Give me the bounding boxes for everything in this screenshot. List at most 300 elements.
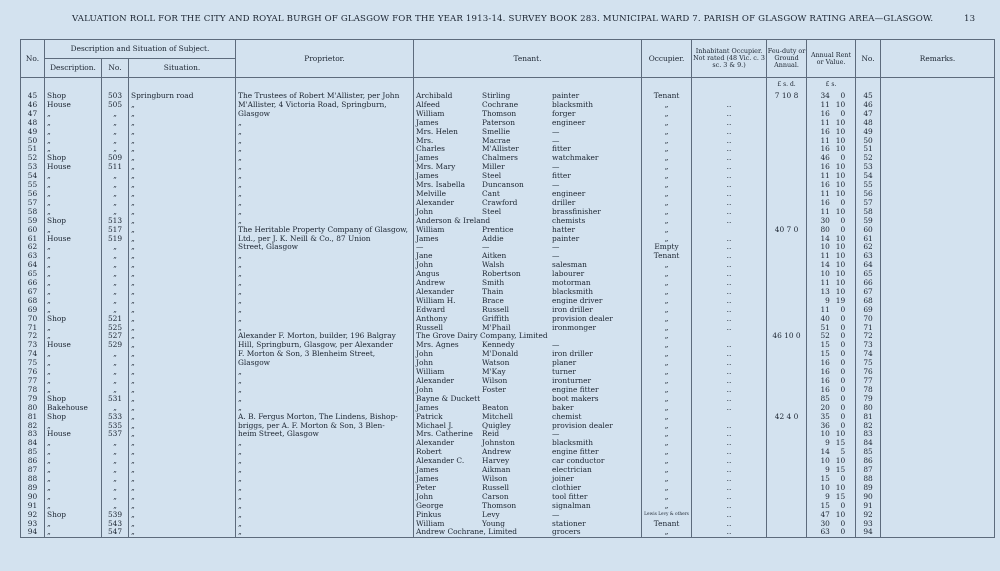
row-proprietor: „	[236, 306, 414, 315]
row-description: „	[45, 475, 102, 484]
rent-pounds: 11	[820, 251, 830, 261]
row-street-number: „	[102, 448, 129, 457]
tenant-occupation: ironturner	[552, 376, 592, 385]
tenant-first-name: —	[416, 242, 424, 252]
row-description: House	[45, 235, 102, 244]
row-remarks	[881, 341, 995, 350]
row-description: „	[45, 172, 102, 181]
tenant-occupation: electrician	[552, 465, 592, 475]
row-remarks	[881, 332, 995, 341]
rent-shillings: 0	[840, 376, 846, 385]
row-no-right: 87	[856, 466, 881, 475]
row-feu-duty	[767, 297, 807, 306]
row-feu-duty	[767, 199, 807, 208]
row-no: 71	[21, 324, 45, 333]
row-street-number: „	[102, 137, 129, 146]
row-occupier: „	[642, 119, 692, 128]
tenant-occupation: fitter	[552, 144, 571, 154]
tenant-first-name: Melville	[416, 188, 446, 198]
row-no: 61	[21, 235, 45, 244]
rent-shillings: 0	[840, 215, 846, 225]
rent-shillings: 0	[840, 91, 846, 100]
col-description-group: Description and Situation of Subject.	[45, 40, 236, 59]
tenant-surname: Mitchell	[482, 411, 513, 421]
row-no-right: 59	[856, 217, 881, 226]
tenant-surname: Quigley	[482, 420, 511, 430]
tenant-surname: Thain	[482, 286, 504, 296]
tenant-surname: M'Allister	[482, 144, 519, 154]
row-situation: „	[129, 297, 236, 306]
row-feu-duty	[767, 208, 807, 217]
table-row	[21, 181, 995, 190]
row-remarks	[881, 315, 995, 324]
row-no-right: 80	[856, 404, 881, 413]
row-tenant	[414, 235, 642, 244]
row-situation: „	[129, 145, 236, 154]
row-street-number: „	[102, 261, 129, 270]
row-occupier: „	[642, 315, 692, 324]
tenant-first-name: Pinkus	[416, 509, 442, 519]
row-proprietor: Glasgow	[236, 359, 414, 368]
row-description: „	[45, 332, 102, 341]
tenant-surname: Miller	[482, 162, 505, 172]
row-street-number: „	[102, 377, 129, 386]
row-description: „	[45, 243, 102, 252]
tenant-surname: Crawford	[482, 197, 518, 207]
row-street-number: 505	[102, 101, 129, 110]
row-feu-duty	[767, 315, 807, 324]
tenant-first-name: Mrs. Mary	[416, 162, 456, 172]
row-no-right: 92	[856, 511, 881, 520]
rent-pounds: 80	[820, 224, 830, 234]
row-no: 83	[21, 430, 45, 439]
row-inhabitant-occupier: ..	[692, 172, 767, 181]
row-inhabitant-occupier: ..	[692, 457, 767, 466]
row-tenant	[414, 475, 642, 484]
row-proprietor: „	[236, 520, 414, 529]
rent-shillings: 0	[840, 527, 846, 537]
tenant-surname: Carson	[482, 491, 509, 501]
rent-pounds: 11	[820, 117, 830, 127]
rent-pounds: 11	[820, 278, 830, 288]
row-occupier: „	[642, 430, 692, 439]
row-feu-duty	[767, 386, 807, 395]
row-proprietor: „	[236, 457, 414, 466]
row-description: „	[45, 288, 102, 297]
row-feu-duty	[767, 172, 807, 181]
rent-pounds: 52	[820, 331, 830, 341]
tenant-surname: Beaton	[482, 402, 509, 412]
rent-shillings: 0	[840, 340, 846, 350]
tenant-surname: Steel	[482, 171, 502, 181]
row-situation: „	[129, 128, 236, 137]
row-feu-duty	[767, 439, 807, 448]
row-no: 64	[21, 261, 45, 270]
rent-pounds: 16	[820, 180, 830, 190]
row-description: Shop	[45, 92, 102, 101]
row-proprietor: Street, Glasgow	[236, 243, 414, 252]
row-remarks	[881, 270, 995, 279]
row-street-number: „	[102, 439, 129, 448]
row-description: „	[45, 279, 102, 288]
row-remarks	[881, 422, 995, 431]
row-street-number: „	[102, 199, 129, 208]
row-occupier: Tenant	[642, 520, 692, 529]
row-situation: „	[129, 243, 236, 252]
tenant-first-name: George	[416, 500, 444, 510]
tenant-first-name: Alexander	[416, 438, 455, 448]
row-occupier: „	[642, 484, 692, 493]
row-no-right: 89	[856, 484, 881, 493]
table-row	[21, 199, 995, 208]
rent-shillings: 0	[840, 420, 846, 430]
rent-pounds: 51	[820, 322, 830, 332]
row-remarks	[881, 101, 995, 110]
row-street-number: „	[102, 172, 129, 181]
row-inhabitant-occupier: ..	[692, 270, 767, 279]
row-proprietor: F. Morton & Son, 3 Blenheim Street,	[236, 350, 414, 359]
row-remarks	[881, 475, 995, 484]
rent-shillings: 5	[840, 447, 846, 457]
row-tenant	[414, 404, 642, 413]
row-no: 58	[21, 208, 45, 217]
rent-pounds: 30	[820, 215, 830, 225]
row-occupier: „	[642, 350, 692, 359]
tenant-first-name: John	[416, 384, 433, 394]
row-inhabitant-occupier: ..	[692, 163, 767, 172]
row-situation: „	[129, 475, 236, 484]
row-proprietor: Alexander F. Morton, builder, 196 Balgray	[236, 332, 414, 341]
tenant-surname: Foster	[482, 384, 506, 394]
row-situation: „	[129, 484, 236, 493]
page-number: 13	[964, 14, 976, 24]
rent-pounds: 9	[825, 491, 830, 501]
row-no-right: 88	[856, 475, 881, 484]
tenant-occupation: ironmonger	[552, 322, 596, 332]
row-no-right: 82	[856, 422, 881, 431]
row-no-right: 76	[856, 368, 881, 377]
table-row	[21, 422, 995, 431]
row-tenant	[414, 243, 642, 252]
rent-pounds: 11	[820, 99, 830, 109]
row-inhabitant-occupier: ..	[692, 448, 767, 457]
row-proprietor: „	[236, 439, 414, 448]
row-feu-duty	[767, 110, 807, 119]
row-description: „	[45, 297, 102, 306]
row-tenant	[414, 270, 642, 279]
tenant-first-name: Mrs.	[416, 135, 434, 145]
row-remarks	[881, 172, 995, 181]
row-feu-duty	[767, 395, 807, 404]
row-no: 89	[21, 484, 45, 493]
row-proprietor: „	[236, 199, 414, 208]
row-no-right: 57	[856, 199, 881, 208]
row-tenant	[414, 226, 642, 235]
row-situation: „	[129, 288, 236, 297]
row-no-right: 70	[856, 315, 881, 324]
row-no: 73	[21, 341, 45, 350]
row-occupier: „	[642, 235, 692, 244]
rent-shillings: 15	[835, 491, 846, 501]
row-no-right: 85	[856, 448, 881, 457]
row-no-right: 47	[856, 110, 881, 119]
row-inhabitant-occupier: ..	[692, 528, 767, 537]
row-tenant	[414, 110, 642, 119]
row-feu-duty	[767, 466, 807, 475]
row-situation: „	[129, 119, 236, 128]
row-inhabitant-occupier: ..	[692, 145, 767, 154]
row-description: „	[45, 439, 102, 448]
table-row	[21, 466, 995, 475]
tenant-first-name: Michael J.	[416, 420, 454, 430]
tenant-occupation: —	[552, 180, 560, 190]
row-street-number: „	[102, 279, 129, 288]
table-row	[21, 502, 995, 511]
tenant-surname: Aitken	[482, 251, 507, 261]
row-annual-rent	[807, 528, 856, 537]
row-proprietor: „	[236, 448, 414, 457]
row-description: Bakehouse	[45, 404, 102, 413]
row-feu-duty: 40 7 0	[767, 226, 807, 235]
tenant-occupation: blacksmith	[552, 438, 594, 448]
table-row	[21, 243, 995, 252]
tenant-occupation: —	[552, 429, 560, 439]
rent-shillings: 0	[840, 153, 846, 163]
row-remarks	[881, 457, 995, 466]
row-situation: „	[129, 217, 236, 226]
row-description: „	[45, 270, 102, 279]
row-remarks	[881, 439, 995, 448]
row-feu-duty	[767, 448, 807, 457]
row-occupier: „	[642, 359, 692, 368]
row-no: 91	[21, 502, 45, 511]
tenant-occupation: boot makers	[552, 393, 599, 403]
row-no: 48	[21, 119, 45, 128]
table-row	[21, 377, 995, 386]
rent-shillings: 0	[840, 411, 846, 421]
row-street-number: „	[102, 288, 129, 297]
rent-pounds: 16	[820, 384, 830, 394]
tenant-first-name: James	[416, 465, 439, 475]
row-remarks	[881, 306, 995, 315]
row-street-number: „	[102, 502, 129, 511]
row-inhabitant-occupier: ..	[692, 341, 767, 350]
row-no-right: 77	[856, 377, 881, 386]
table-row	[21, 226, 995, 235]
row-description: „	[45, 377, 102, 386]
row-street-number: „	[102, 386, 129, 395]
tenant-first-name: Archibald	[416, 91, 453, 100]
row-inhabitant-occupier: ..	[692, 475, 767, 484]
row-no-right: 52	[856, 154, 881, 163]
row-occupier: „	[642, 217, 692, 226]
row-street-number: 533	[102, 413, 129, 422]
row-no: 68	[21, 297, 45, 306]
row-feu-duty	[767, 359, 807, 368]
row-occupier: „	[642, 332, 692, 341]
row-tenant	[414, 315, 642, 324]
row-remarks	[881, 252, 995, 261]
row-inhabitant-occupier: ..	[692, 324, 767, 333]
row-situation: „	[129, 252, 236, 261]
row-no: 94	[21, 528, 45, 537]
row-description: „	[45, 252, 102, 261]
row-proprietor: „	[236, 315, 414, 324]
rent-pounds: 46	[820, 153, 830, 163]
row-street-number: „	[102, 359, 129, 368]
row-tenant	[414, 163, 642, 172]
row-tenant	[414, 377, 642, 386]
row-no-right: 51	[856, 145, 881, 154]
row-no: 65	[21, 270, 45, 279]
row-remarks	[881, 119, 995, 128]
tenant-surname: Cant	[482, 188, 500, 198]
row-remarks	[881, 226, 995, 235]
row-feu-duty: 46 10 0	[767, 332, 807, 341]
row-remarks	[881, 386, 995, 395]
row-feu-duty	[767, 235, 807, 244]
row-feu-duty	[767, 270, 807, 279]
row-proprietor: „	[236, 404, 414, 413]
tenant-surname: Robertson	[482, 269, 521, 279]
row-inhabitant-occupier: ..	[692, 217, 767, 226]
rent-shillings: 10	[835, 233, 846, 243]
row-situation: „	[129, 386, 236, 395]
row-no: 86	[21, 457, 45, 466]
row-inhabitant-occupier: ..	[692, 190, 767, 199]
tenant-first-name: James	[416, 117, 439, 127]
row-street-number: „	[102, 270, 129, 279]
rent-pounds: 14	[820, 447, 830, 457]
row-no-right: 79	[856, 395, 881, 404]
row-occupier: „	[642, 190, 692, 199]
rent-pounds: 16	[820, 108, 830, 118]
row-situation: „	[129, 226, 236, 235]
row-proprietor: Ltd., per J. K. Neill & Co., 87 Union	[236, 235, 414, 244]
row-description: Shop	[45, 315, 102, 324]
row-no: 57	[21, 199, 45, 208]
row-street-number: „	[102, 306, 129, 315]
rent-pounds: 11	[820, 188, 830, 198]
rent-pounds: 11	[820, 135, 830, 145]
tenant-first-name: James	[416, 171, 439, 181]
row-remarks	[881, 145, 995, 154]
tenant-surname: Stirling	[482, 91, 511, 100]
rent-pounds: 9	[825, 438, 830, 448]
row-proprietor: „	[236, 502, 414, 511]
tenant-first-name: James	[416, 402, 439, 412]
row-no-right: 53	[856, 163, 881, 172]
row-description: House	[45, 101, 102, 110]
rent-pounds: 10	[820, 269, 830, 279]
row-remarks	[881, 520, 995, 529]
row-no: 80	[21, 404, 45, 413]
row-description: Shop	[45, 395, 102, 404]
tenant-occupation: iron driller	[552, 304, 593, 314]
rent-shillings: 0	[840, 322, 846, 332]
row-inhabitant-occupier: ..	[692, 181, 767, 190]
tenant-occupation: tool fitter	[552, 491, 588, 501]
tenant-surname: Harvey	[482, 456, 510, 466]
tenant-surname: Duncanson	[482, 180, 524, 190]
row-no: 47	[21, 110, 45, 119]
row-description: „	[45, 190, 102, 199]
row-street-number: 531	[102, 395, 129, 404]
tenant-first-name: Anthony	[416, 313, 448, 323]
row-description: „	[45, 466, 102, 475]
row-no-right: 65	[856, 270, 881, 279]
row-remarks	[881, 190, 995, 199]
row-remarks	[881, 493, 995, 502]
row-proprietor: „	[236, 172, 414, 181]
row-tenant	[414, 395, 642, 404]
row-no-right: 69	[856, 306, 881, 315]
row-feu-duty	[767, 137, 807, 146]
tenant-first-name: Alexander C.	[416, 456, 465, 466]
row-description: „	[45, 528, 102, 537]
tenant-occupation: —	[552, 135, 560, 145]
tenant-surname: Thomson	[482, 108, 517, 118]
row-feu-duty	[767, 475, 807, 484]
table-row	[21, 288, 995, 297]
tenant-surname: Kennedy	[482, 340, 515, 350]
tenant-surname: Prentice	[482, 224, 514, 234]
rent-pounds: 16	[820, 197, 830, 207]
row-no-right: 71	[856, 324, 881, 333]
row-proprietor: The Heritable Property Company of Glasgow,	[236, 226, 414, 235]
row-inhabitant-occupier: ..	[692, 350, 767, 359]
row-tenant	[414, 439, 642, 448]
row-no-right: 63	[856, 252, 881, 261]
row-situation: „	[129, 101, 236, 110]
rent-pounds: 14	[820, 260, 830, 270]
row-inhabitant-occupier: ..	[692, 511, 767, 520]
row-no-right: 46	[856, 101, 881, 110]
rent-shillings: 19	[835, 295, 846, 305]
row-occupier: „	[642, 395, 692, 404]
rent-pounds: 85	[820, 393, 830, 403]
row-no: 76	[21, 368, 45, 377]
rent-pounds: 16	[820, 367, 830, 377]
rent-shillings: 10	[835, 269, 846, 279]
row-no: 72	[21, 332, 45, 341]
row-proprietor: heim Street, Glasgow	[236, 430, 414, 439]
rent-pounds: 47	[820, 509, 830, 519]
row-feu-duty: 7 10 8	[767, 92, 807, 101]
rent-pounds: 36	[820, 420, 830, 430]
feu-duty-units: £ s. d.	[767, 78, 807, 93]
tenant-occupation: driller	[552, 197, 576, 207]
row-tenant	[414, 92, 642, 101]
rent-shillings: 10	[835, 135, 846, 145]
row-no: 51	[21, 145, 45, 154]
tenant-first-name: Anderson & Ireland	[416, 215, 491, 225]
row-tenant	[414, 511, 642, 520]
row-occupier: „	[642, 306, 692, 315]
row-situation: „	[129, 110, 236, 119]
row-proprietor: „	[236, 511, 414, 520]
row-remarks	[881, 377, 995, 386]
rent-pounds: 20	[820, 402, 830, 412]
row-no-right: 48	[856, 119, 881, 128]
row-remarks	[881, 163, 995, 172]
rent-pounds: 40	[820, 313, 830, 323]
row-no-right: 86	[856, 457, 881, 466]
row-description: „	[45, 350, 102, 359]
row-occupier: Lewis Levy & others	[642, 511, 692, 520]
row-situation: „	[129, 395, 236, 404]
row-feu-duty	[767, 252, 807, 261]
